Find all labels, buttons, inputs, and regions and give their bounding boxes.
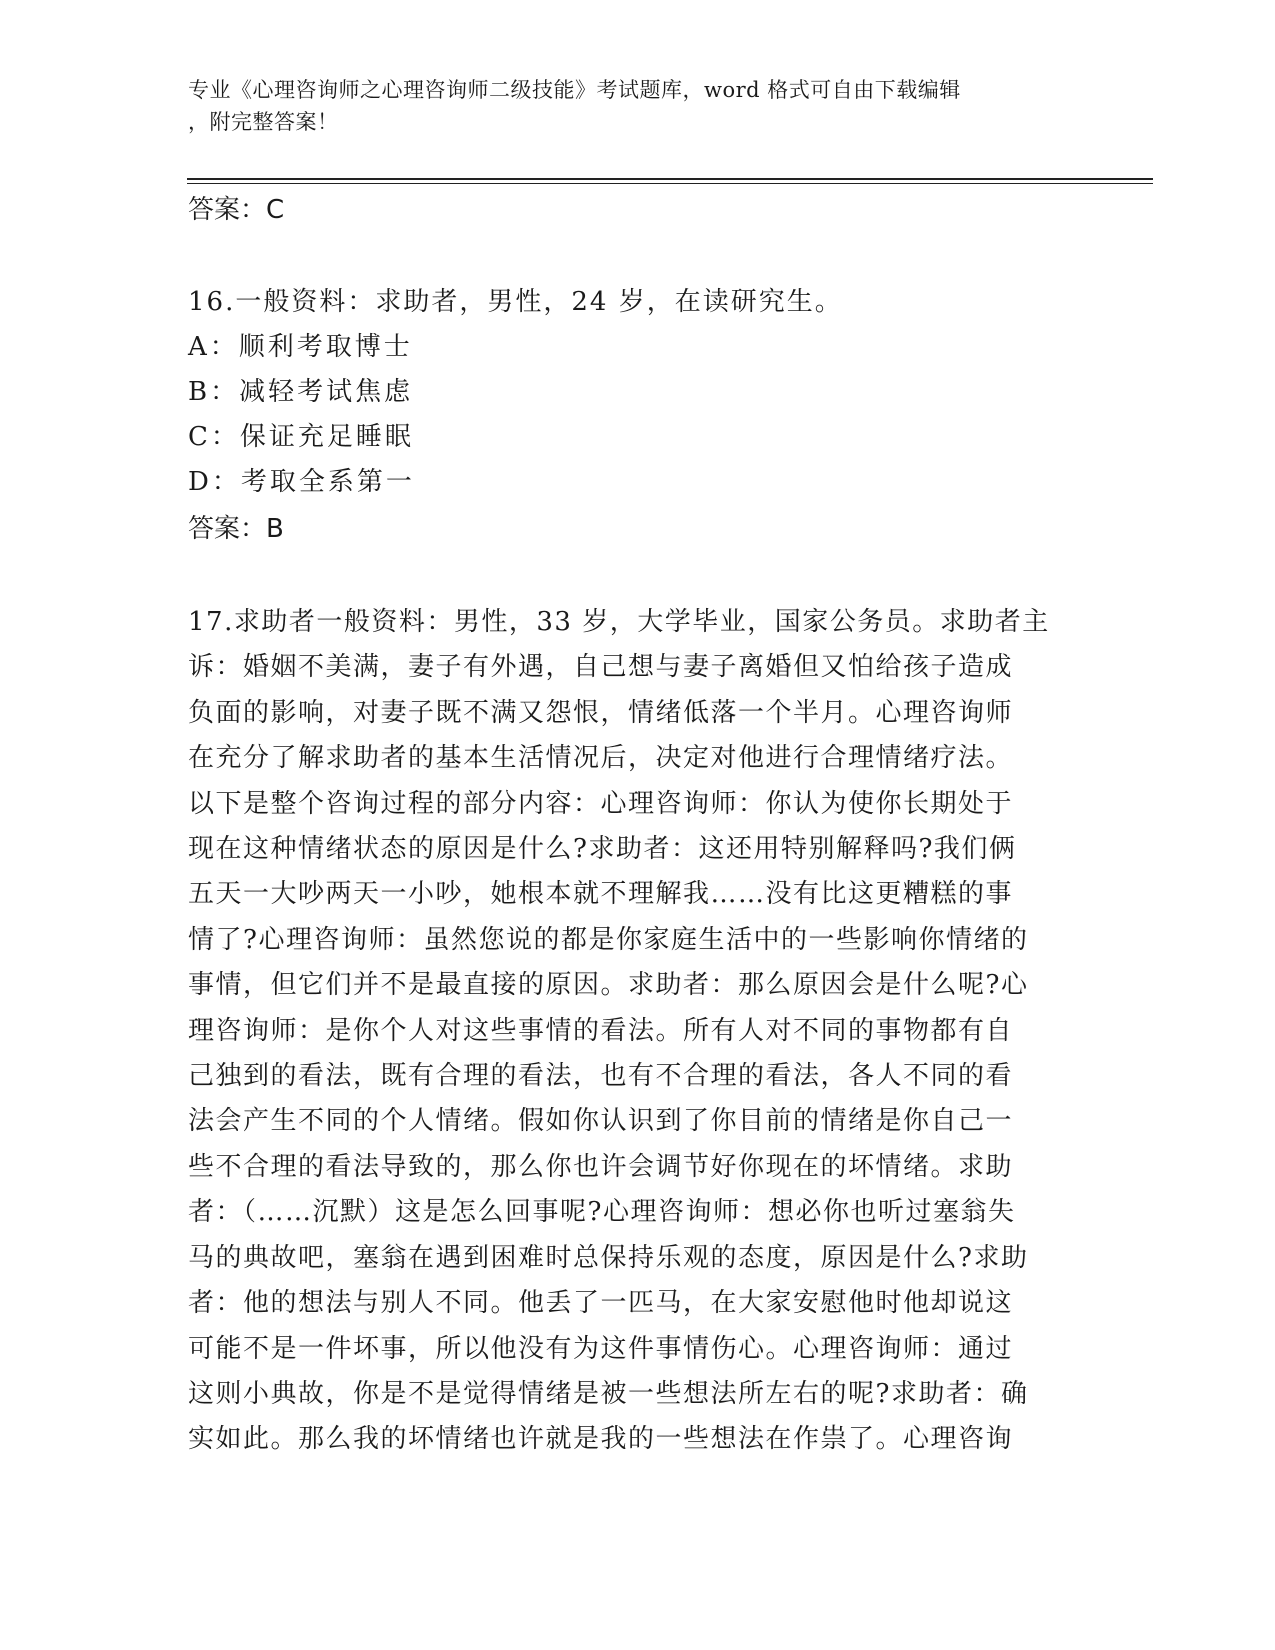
question-17-line: 在充分了解求助者的基本生活情况后，决定对他进行合理情绪疗法。 xyxy=(188,743,1014,774)
question-17-line: 己独到的看法，既有合理的看法，也有不合理的看法，各人不同的看 xyxy=(188,1061,1014,1092)
question-17-line: 以下是整个咨询过程的部分内容：心理咨询师：你认为使你长期处于 xyxy=(188,788,1014,819)
question-16-option-a: A：顺利考取博士 xyxy=(188,332,413,362)
question-17-text xyxy=(188,600,1050,1463)
question-17-line: 诉：婚姻不美满，妻子有外遇，自己想与妻子离婚但又怕给孩子造成 xyxy=(188,652,1014,683)
question-16-option-c: C：保证充足睡眠 xyxy=(188,422,414,452)
answer-question-16: 答案：B xyxy=(188,514,284,544)
answer-previous-question: 答案：C xyxy=(188,195,285,225)
question-17-line: 事情，但它们并不是最直接的原因。求助者：那么原因会是什么呢?心 xyxy=(188,970,1029,1001)
header-divider-thin xyxy=(187,183,1153,184)
question-17-line: 马的典故吧，塞翁在遇到困难时总保持乐观的态度，原因是什么?求助 xyxy=(188,1242,1029,1273)
question-17-line: 五天一大吵两天一小吵，她根本就不理解我……没有比这更糟糕的事 xyxy=(188,879,1014,910)
question-16-option-d: D：考取全系第一 xyxy=(188,467,415,497)
document-header xyxy=(188,74,1088,138)
question-17-line: 法会产生不同的个人情绪。假如你认识到了你目前的情绪是你自己一 xyxy=(188,1106,1014,1137)
question-17-line: 现在这种情绪状态的原因是什么?求助者：这还用特别解释吗?我们俩 xyxy=(188,834,1017,865)
question-17-line: 可能不是一件坏事，所以他没有为这件事情伤心。心理咨询师：通过 xyxy=(188,1333,1014,1364)
question-17-line: 情了?心理咨询师：虽然您说的都是你家庭生活中的一些影响你情绪的 xyxy=(188,924,1029,955)
question-17-line: 负面的影响，对妻子既不满又怨恨，情绪低落一个半月。心理咨询师 xyxy=(188,697,1014,728)
question-17-line: 这则小典故，你是不是觉得情绪是被一些想法所左右的呢?求助者：确 xyxy=(188,1378,1029,1409)
header-divider-thick xyxy=(187,178,1153,180)
question-17-line: 理咨询师：是你个人对这些事情的看法。所有人对不同的事物都有自 xyxy=(188,1015,1014,1046)
question-17-line: 些不合理的看法导致的，那么你也许会调节好你现在的坏情绪。求助 xyxy=(188,1151,1014,1182)
question-17-line: 实如此。那么我的坏情绪也许就是我的一些想法在作祟了。心理咨询 xyxy=(188,1424,1014,1455)
question-17-line: 者：（……沉默）这是怎么回事呢?心理咨询师：想必你也听过塞翁失 xyxy=(188,1197,1016,1228)
question-16-stem: 16.一般资料：求助者，男性，24 岁，在读研究生。 xyxy=(188,287,843,317)
question-16-option-b: B：减轻考试焦虑 xyxy=(188,377,414,407)
header-line: 专业《心理咨询师之心理咨询师二级技能》考试题库，word 格式可自由下载编辑 xyxy=(188,78,961,102)
question-17-line: 者：他的想法与别人不同。他丢了一匹马，在大家安慰他时他却说这 xyxy=(188,1288,1014,1319)
header-line: ，附完整答案！ xyxy=(188,110,339,134)
question-17-line: 17.求助者一般资料：男性，33 岁，大学毕业，国家公务员。求助者主 xyxy=(188,607,1050,637)
